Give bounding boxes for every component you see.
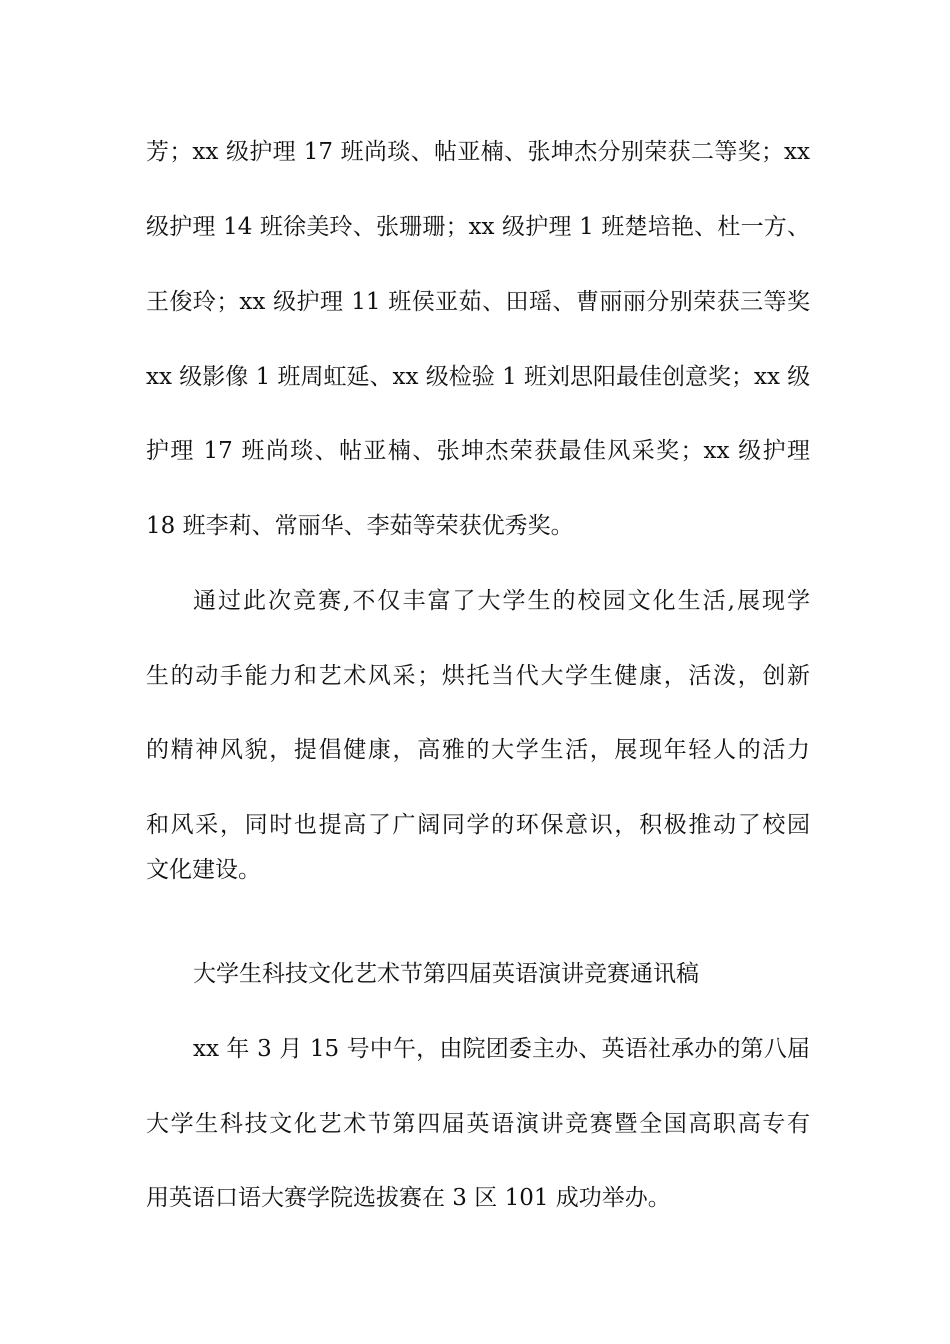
summary-line-1: 通过此次竞赛,不仅丰富了大学生的校园文化生活,展现学 (193, 588, 810, 614)
summary-line-3: 的精神风貌，提倡健康，高雅的大学生活，展现年轻人的活力 (146, 737, 810, 763)
summary-line-2: 生的动手能力和艺术风采；烘托当代大学生健康，活泼，创新 (146, 663, 810, 689)
awards-line-5: 护理 17 班尚琰、帖亚楠、张坤杰荣获最佳风采奖；xx 级护理 (146, 438, 810, 464)
awards-line-6: 18 班李莉、常丽华、李茹等荣获优秀奖。 (146, 513, 574, 539)
awards-line-1: 芳；xx 级护理 17 班尚琰、帖亚楠、张坤杰分别荣获二等奖；xx (146, 139, 810, 165)
summary-line-4: 和风采，同时也提高了广阔同学的环保意识，积极推动了校园 (146, 812, 810, 838)
report-line-3: 用英语口语大赛学院选拔赛在 3 区 101 成功举办。 (146, 1185, 671, 1211)
awards-line-2: 级护理 14 班徐美玲、张珊珊；xx 级护理 1 班楚培艳、杜一方、 (146, 214, 810, 240)
awards-line-4: xx 级影像 1 班周虹延、xx 级检验 1 班刘思阳最佳创意奖；xx 级 (146, 364, 811, 390)
summary-line-5: 文化建设。 (146, 857, 261, 883)
awards-line-3: 王俊玲；xx 级护理 11 班侯亚茹、田瑶、曹丽丽分别荣获三等奖 (146, 289, 810, 315)
report-line-1: xx 年 3 月 15 号中午，由院团委主办、英语社承办的第八届 (193, 1036, 810, 1062)
report-line-2: 大学生科技文化艺术节第四届英语演讲竞赛暨全国高职高专有 (146, 1111, 810, 1137)
section-heading: 大学生科技文化艺术节第四届英语演讲竞赛通讯稿 (193, 961, 699, 987)
